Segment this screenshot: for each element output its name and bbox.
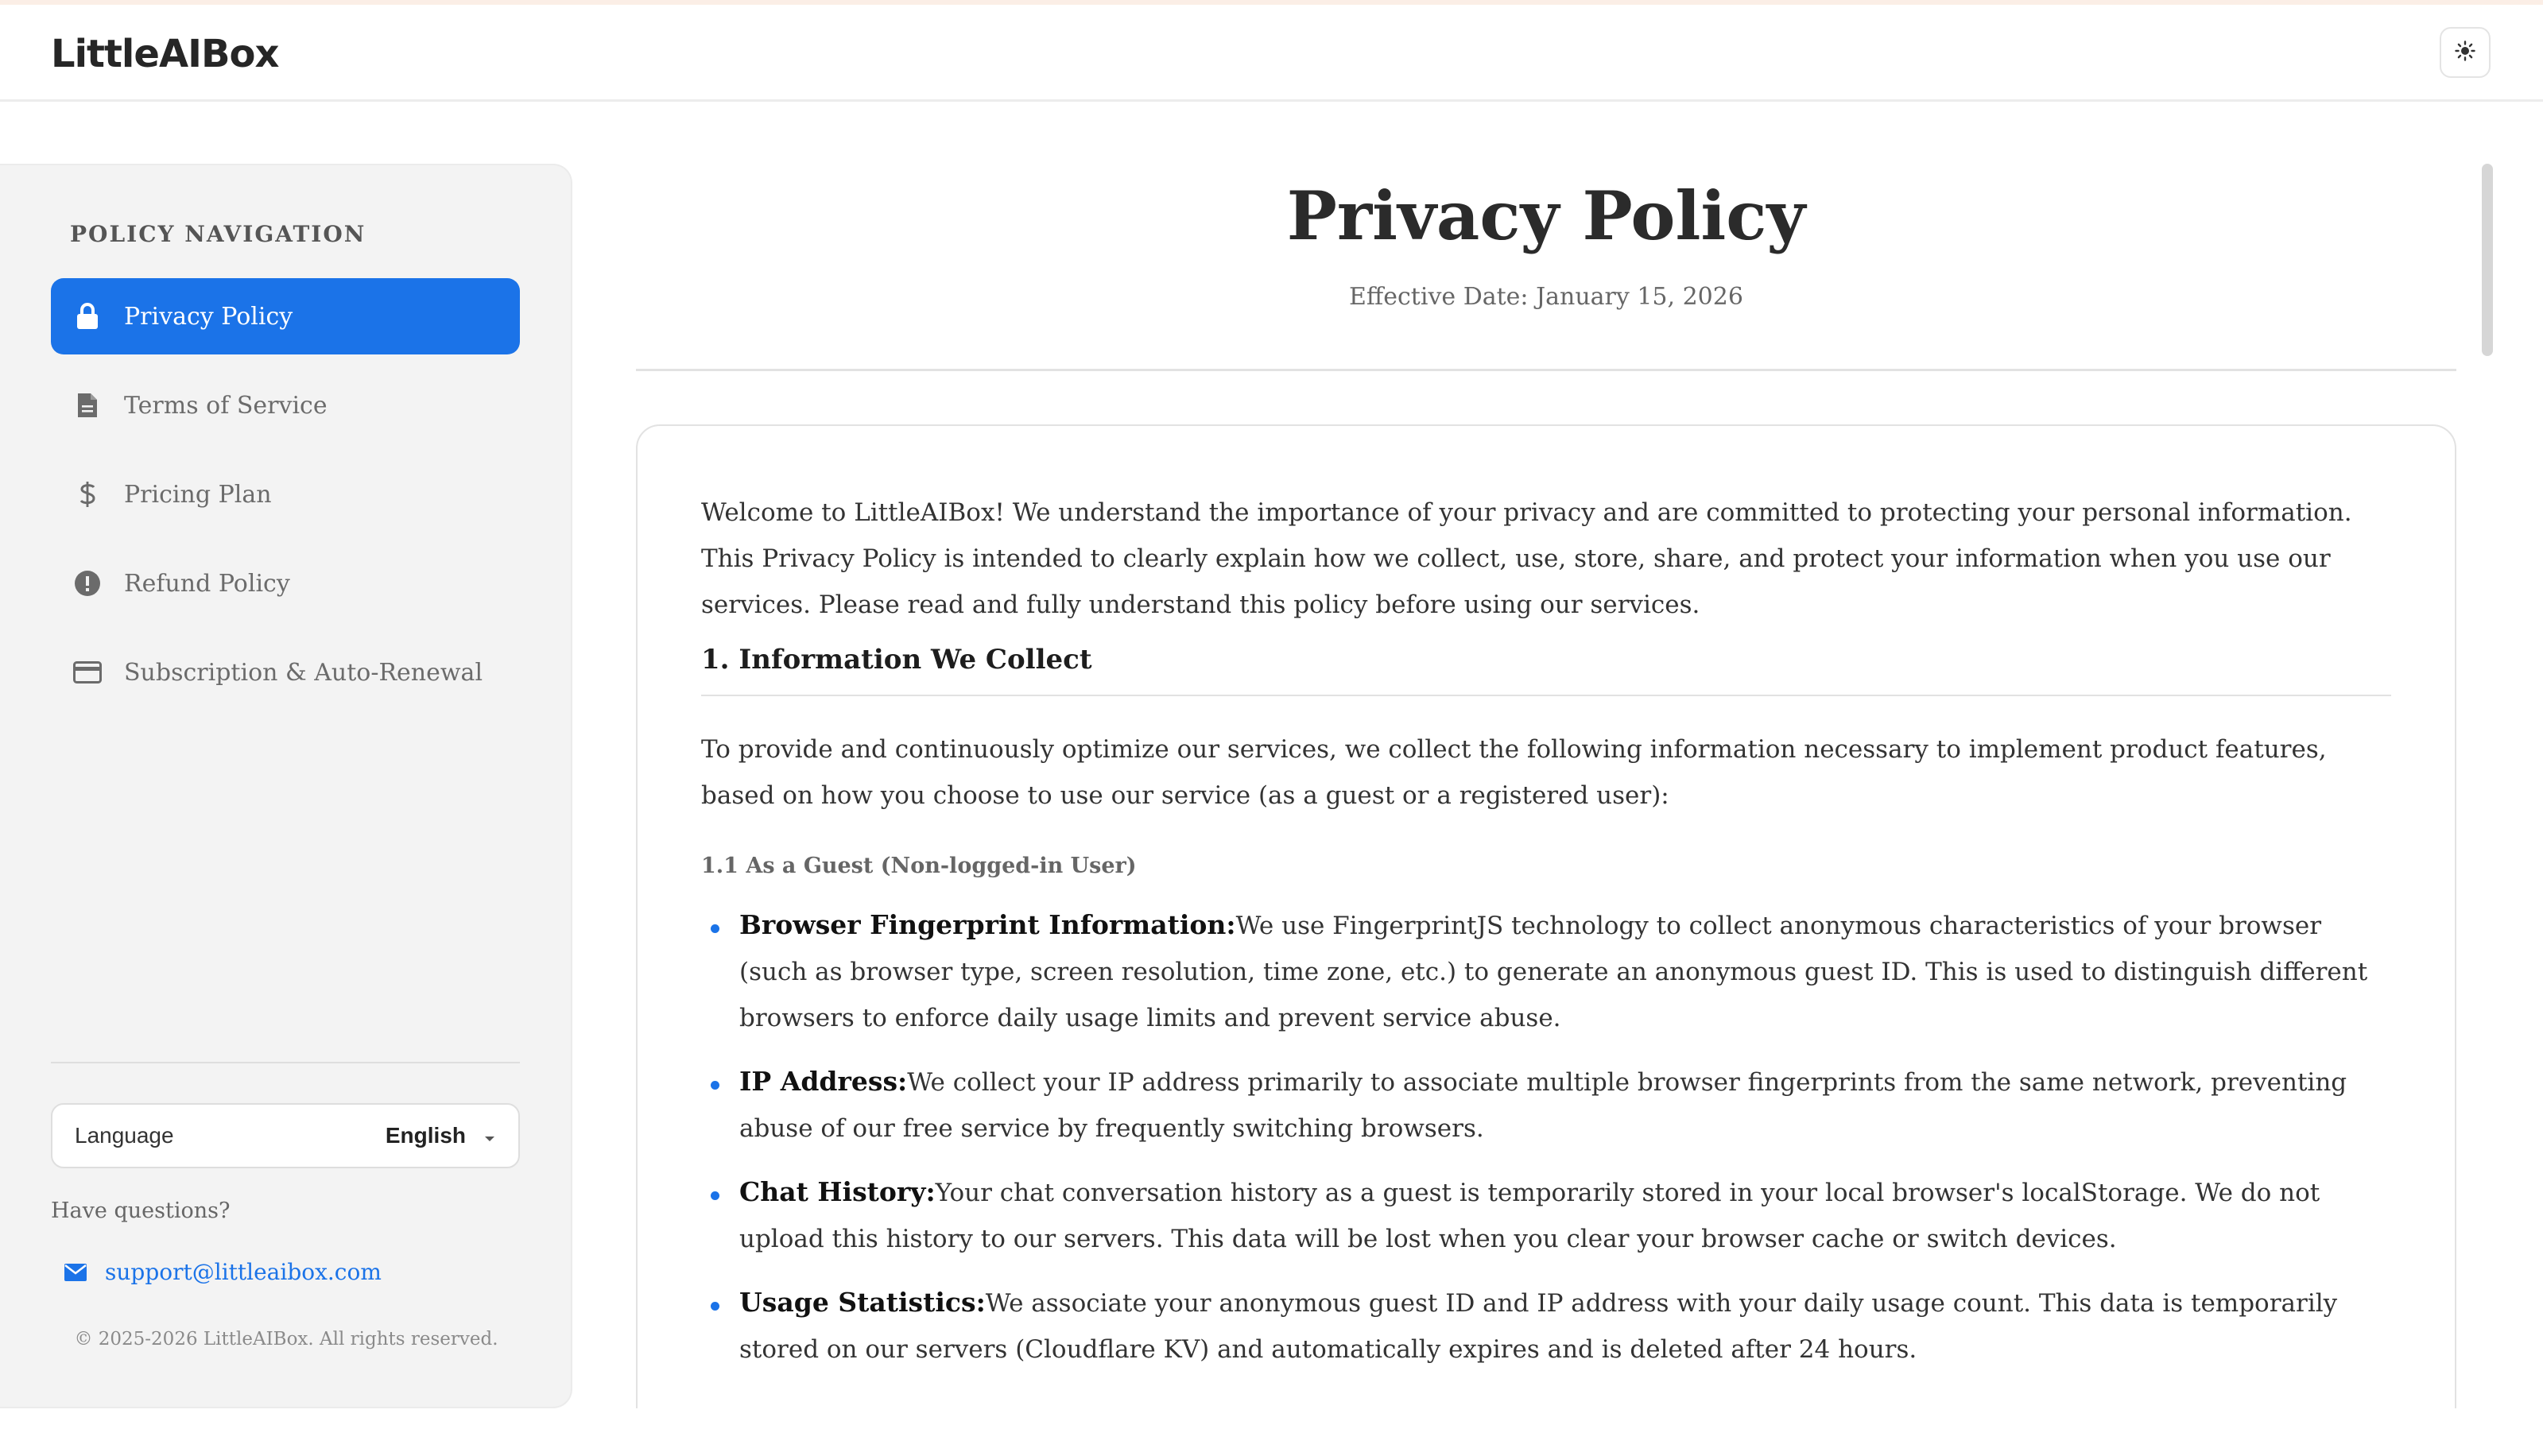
guest-info-list: [701, 902, 2391, 1373]
list-item: [701, 1169, 2391, 1262]
alert-circle-icon: [72, 567, 103, 599]
mail-icon: [64, 1263, 87, 1282]
list-item-text: Your chat conversation history as a guest is temporarily stored in your local browser's localStorage. We do not upload this history to our servers. This data will be lost when you clear your browser cache or switch devices.: [739, 1179, 2320, 1253]
sidebar-divider: [51, 1062, 520, 1063]
page-title: Privacy Policy: [1286, 176, 1806, 255]
list-item-term: IP Address:: [739, 1066, 908, 1097]
support-link[interactable]: [64, 1259, 382, 1285]
list-item-text: We associate your anonymous guest ID and IP address with your daily usage count. This data is temporarily stored on our servers (Cloudflare KV) and automatically expires and is deleted after 24 hours.: [739, 1289, 2338, 1364]
brand-logo[interactable]: LittleAIBox: [51, 32, 279, 76]
language-select[interactable]: [51, 1103, 520, 1168]
sidebar-item-label: Refund Policy: [124, 569, 290, 598]
support-email[interactable]: support@littleaibox.com: [105, 1259, 382, 1285]
document-icon: [72, 389, 103, 421]
list-item: [701, 1280, 2391, 1373]
sidebar-item-label: Pricing Plan: [124, 480, 272, 509]
policy-nav: [51, 278, 520, 723]
language-value: English: [385, 1123, 466, 1148]
copyright-text: © 2025-2026 LittleAIBox. All rights reserved.: [74, 1329, 498, 1350]
list-item-term: Chat History:: [739, 1176, 936, 1207]
sidebar-item-label: Subscription & Auto-Renewal: [124, 658, 483, 687]
sidebar-item-label: Terms of Service: [124, 391, 328, 420]
sidebar-item-pricing-plan[interactable]: [51, 456, 520, 532]
credit-card-icon: [72, 656, 103, 688]
sun-icon: [2455, 41, 2475, 64]
policy-sidebar: [0, 164, 572, 1408]
list-item-text: We use FingerprintJS technology to collect anonymous characteristics of your browser (such as browser type, screen resolution, time zone, etc.) to generate an anonymous guest ID. This is used to distinguish different browsers to enforce daily usage limits and prevent service abuse.: [739, 912, 2368, 1032]
list-item-term: Usage Statistics:: [739, 1287, 986, 1318]
questions-text: Have questions?: [51, 1198, 231, 1223]
caret-down-icon: [483, 1123, 496, 1148]
title-divider: [636, 369, 2456, 371]
language-label: Language: [75, 1123, 174, 1148]
list-item-text: We collect your IP address primarily to associate multiple browser fingerprints from the same network, preventing abuse of our free service by frequently switching browsers.: [739, 1068, 2347, 1143]
policy-content: [636, 164, 2456, 1408]
policy-card: [636, 424, 2456, 1408]
section-paragraph: To provide and continuously optimize our services, we collect the following information necessary to implement product features, based on how you choose to use our service (as a guest or a registered user):: [701, 735, 2327, 810]
sidebar-item-terms-of-service[interactable]: [51, 367, 520, 443]
intro-paragraph: Welcome to LittleAIBox! We understand the importance of your privacy and are committed to protecting your personal information. This Privacy Policy is intended to clearly explain how we collect, use, store, share, and protect your information when you use our services. Please read and fully understand this policy before using our services.: [701, 498, 2352, 619]
list-item-term: Browser Fingerprint Information:: [739, 909, 1236, 940]
sidebar-item-privacy-policy[interactable]: [51, 278, 520, 354]
top-header: [0, 5, 2543, 102]
lock-icon: [72, 300, 103, 332]
list-item: [701, 1059, 2391, 1152]
nav-heading: POLICY NAVIGATION: [70, 221, 366, 247]
list-item: [701, 902, 2391, 1041]
dollar-icon: [72, 478, 103, 510]
sidebar-item-refund-policy[interactable]: [51, 545, 520, 622]
effective-date: Effective Date: January 15, 2026: [1349, 283, 1743, 311]
scrollbar-thumb[interactable]: [2482, 164, 2493, 356]
theme-toggle-button[interactable]: [2440, 27, 2491, 78]
sidebar-item-label: Privacy Policy: [124, 302, 293, 331]
section-heading: 1. Information We Collect: [701, 644, 2391, 696]
sidebar-item-subscription-auto-renewal[interactable]: [51, 634, 520, 711]
subsection-heading: 1.1 As a Guest (Non-logged-in User): [701, 854, 1137, 878]
